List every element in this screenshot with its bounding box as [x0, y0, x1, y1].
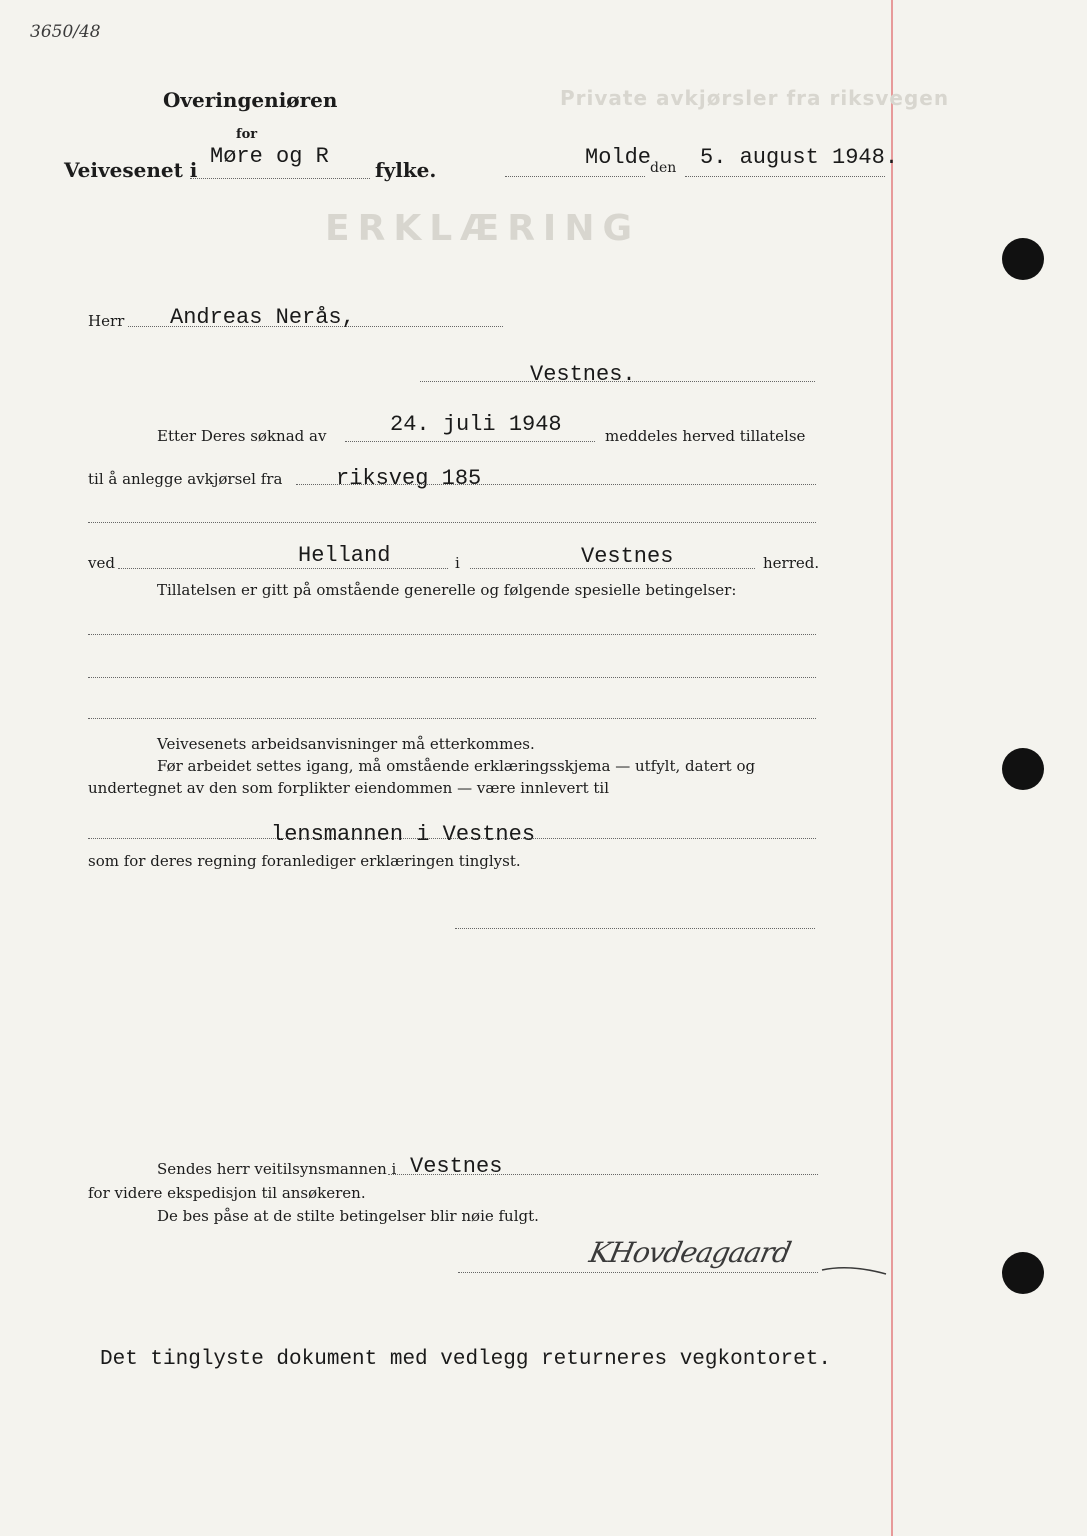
county-suffix: fylke. — [375, 158, 437, 182]
punch-hole-bottom — [1002, 1252, 1044, 1294]
application-date: 24. juli 1948 — [390, 412, 562, 437]
instructions-line-1: Veivesenets arbeidsanvisninger må etterkommes. — [157, 735, 535, 753]
municipality-value: Vestnes — [581, 544, 674, 569]
place-value: Molde — [585, 145, 652, 170]
i-label: i — [455, 554, 460, 572]
recipient-name: Andreas Nerås, — [170, 305, 355, 330]
bleed-through-heading: Private avkjørsler fra riksvegen — [560, 86, 950, 110]
ved-label: ved — [88, 554, 115, 572]
archive-number: 3650/48 — [30, 22, 101, 42]
signature-flourish — [820, 1262, 890, 1278]
county-line — [190, 178, 370, 179]
signature-line — [458, 1272, 818, 1273]
farm-line — [118, 568, 448, 569]
date-value: 5. august 1948. — [700, 145, 899, 170]
date-line — [685, 176, 885, 177]
conditions-line-2 — [88, 677, 816, 678]
forwarding-line-2: for videre ekspedisjon til ansøkeren. — [88, 1184, 366, 1202]
road-value: riksveg 185 — [336, 466, 482, 491]
conditions-line-1 — [88, 634, 816, 635]
date-prefix: den — [650, 160, 677, 176]
punch-hole-top — [1002, 238, 1044, 280]
county-value: Møre og R — [210, 144, 329, 169]
recipient-location: Vestnes. — [530, 362, 636, 387]
forwarding-line-3: De bes påse at de stilte betingelser blir nøie fulgt. — [157, 1207, 539, 1225]
red-margin-line — [891, 0, 893, 1536]
conditions-text: Tillatelsen er gitt på omstående generelle og følgende spesielle betingelser: — [157, 581, 737, 599]
salutation: Herr — [88, 312, 125, 330]
authority-value: lensmannen i Vestnes — [271, 822, 536, 847]
farm-value: Helland — [298, 543, 391, 568]
application-suffix: meddeles herved tillatelse — [605, 427, 806, 445]
access-prefix: til å anlegge avkjørsel fra — [88, 470, 283, 488]
application-date-line — [345, 441, 595, 442]
instructions-line-3: undertegnet av den som forplikter eiendommen — være innlevert til — [88, 779, 609, 797]
conditions-line-3 — [88, 718, 816, 719]
forwarding-line-1: Sendes herr veitilsynsmannen i — [157, 1160, 397, 1178]
punch-hole-middle — [1002, 748, 1044, 790]
handwritten-signature: KHovdeagaard — [586, 1236, 794, 1269]
bleed-through-title: ERKLÆRING — [325, 208, 640, 249]
blank-line-1 — [88, 522, 816, 523]
return-note: Det tinglyste dokument med vedlegg returneres vegkontoret. — [100, 1348, 831, 1371]
registration-text: som for deres regning foranlediger erklæringen tinglyst. — [88, 852, 521, 870]
for-label: for — [236, 127, 258, 142]
blank-line-2 — [455, 928, 815, 929]
instructions-line-2: Før arbeidet settes igang, må omstående erklæringsskjema — utfylt, datert og — [157, 757, 756, 775]
office-title: Overingeniøren — [163, 88, 338, 112]
application-prefix: Etter Deres søknad av — [157, 427, 327, 445]
roads-label: Veivesenet i — [64, 158, 198, 182]
herred-label: herred. — [763, 554, 820, 572]
place-line — [505, 176, 645, 177]
inspector-location: Vestnes — [410, 1154, 503, 1179]
